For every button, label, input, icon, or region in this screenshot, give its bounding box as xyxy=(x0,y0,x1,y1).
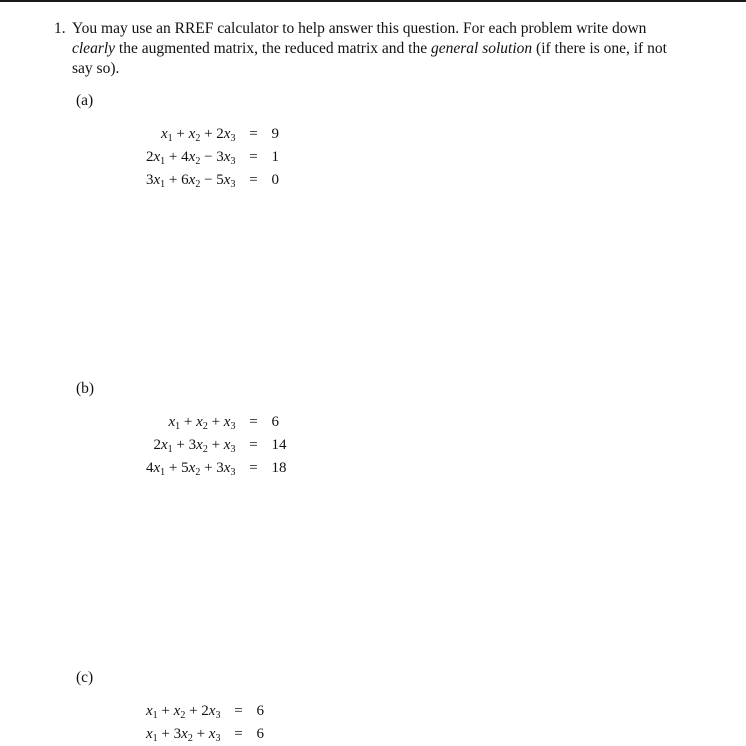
coefficient: 2 xyxy=(201,703,209,719)
operator: + xyxy=(189,703,198,719)
variable: x xyxy=(223,149,231,165)
part-b-label: (b) xyxy=(76,380,95,397)
equals-sign: = xyxy=(234,726,243,742)
question-text xyxy=(72,19,674,79)
coefficient: 3 xyxy=(173,726,182,742)
variable: x xyxy=(223,172,231,188)
subscript: 1 xyxy=(160,156,166,167)
variable: x xyxy=(181,726,188,742)
equals-sign: = xyxy=(249,149,258,165)
coefficient: 3 xyxy=(216,460,224,476)
equation-rhs: 1 xyxy=(271,149,279,165)
equals-sign: = xyxy=(234,703,243,719)
equation-row xyxy=(146,457,286,480)
subscript: 2 xyxy=(202,444,208,455)
subscript: 3 xyxy=(215,710,221,721)
operator: + xyxy=(168,149,178,165)
subscript: 2 xyxy=(202,421,208,432)
subscript: 1 xyxy=(152,710,158,721)
variable: x xyxy=(173,703,181,719)
equation-row xyxy=(146,123,279,146)
equation-row xyxy=(146,434,286,457)
equation-lhs xyxy=(146,169,235,192)
subscript: 1 xyxy=(167,444,173,455)
question-number: 1. xyxy=(54,20,66,37)
coefficient: 3 xyxy=(146,172,154,188)
equation-rhs: 6 xyxy=(256,726,264,742)
variable: x xyxy=(208,726,216,742)
coefficient: 2 xyxy=(146,149,154,165)
emphasis-clearly: clearly xyxy=(72,40,116,57)
operator: + xyxy=(176,126,185,142)
variable: x xyxy=(146,703,153,719)
subscript: 1 xyxy=(160,467,166,478)
variable: x xyxy=(188,126,196,142)
variable: x xyxy=(188,149,196,165)
variable: x xyxy=(153,149,161,165)
question-text-part-2: the augmented matrix, the reduced matrix and the xyxy=(115,40,431,57)
subscript: 1 xyxy=(152,733,158,744)
operator: + xyxy=(211,437,221,453)
operator: − xyxy=(204,149,213,165)
variable: x xyxy=(161,126,168,142)
operator: + xyxy=(168,172,178,188)
coefficient: 3 xyxy=(216,149,224,165)
subscript: 3 xyxy=(230,421,236,432)
variable: x xyxy=(196,437,203,453)
subscript: 3 xyxy=(230,156,236,167)
variable: x xyxy=(161,437,168,453)
coefficient: 3 xyxy=(188,437,197,453)
variable: x xyxy=(223,414,231,430)
variable: x xyxy=(188,460,196,476)
coefficient: 5 xyxy=(181,460,189,476)
coefficient: 4 xyxy=(181,149,189,165)
variable: x xyxy=(153,172,161,188)
operator: + xyxy=(211,414,221,430)
subscript: 1 xyxy=(160,179,166,190)
operator: + xyxy=(183,414,193,430)
variable: x xyxy=(153,460,161,476)
equation-row xyxy=(146,411,286,434)
equals-sign: = xyxy=(249,460,258,476)
equation-rhs: 6 xyxy=(271,414,279,430)
equation-rhs: 9 xyxy=(271,126,279,142)
question-1 xyxy=(54,19,674,79)
subscript: 2 xyxy=(180,710,186,721)
variable: x xyxy=(168,414,176,430)
subscript: 1 xyxy=(167,133,173,144)
equation-rhs: 18 xyxy=(271,460,287,476)
part-a-label: (a) xyxy=(76,92,94,109)
coefficient: 4 xyxy=(146,460,154,476)
coefficient: 6 xyxy=(181,172,189,188)
coefficient: 2 xyxy=(153,437,161,453)
equation-system-b xyxy=(146,411,286,480)
variable: x xyxy=(223,460,231,476)
equation-system-a xyxy=(146,123,279,192)
coefficient: 2 xyxy=(216,126,224,142)
equals-sign: = xyxy=(249,172,258,188)
equation-lhs xyxy=(146,123,235,146)
operator: + xyxy=(196,726,206,742)
operator: + xyxy=(176,437,185,453)
operator: + xyxy=(204,460,213,476)
equation-lhs xyxy=(146,146,235,169)
subscript: 2 xyxy=(195,467,201,478)
operator: + xyxy=(161,726,170,742)
emphasis-general-solution: general solution xyxy=(430,40,533,57)
subscript: 3 xyxy=(215,733,221,744)
equation-system-c xyxy=(146,700,264,746)
equals-sign: = xyxy=(249,126,258,142)
equation-lhs xyxy=(146,411,235,434)
operator: + xyxy=(204,126,213,142)
variable: x xyxy=(196,414,203,430)
equals-sign: = xyxy=(249,437,258,453)
subscript: 3 xyxy=(230,133,236,144)
equation-row xyxy=(146,146,279,169)
equation-rhs: 0 xyxy=(271,172,279,188)
operator: − xyxy=(204,172,213,188)
variable: x xyxy=(146,726,153,742)
subscript: 1 xyxy=(175,421,181,432)
subscript: 2 xyxy=(187,733,193,744)
top-rule xyxy=(0,0,746,2)
equals-sign: = xyxy=(249,414,258,430)
equation-row xyxy=(146,700,264,723)
equation-lhs xyxy=(146,700,220,723)
variable: x xyxy=(223,437,231,453)
equation-lhs xyxy=(146,434,235,457)
coefficient: 5 xyxy=(216,172,224,188)
equation-lhs xyxy=(146,457,235,480)
subscript: 3 xyxy=(230,467,236,478)
question-text-part-1: You may use an RREF calculator to help answer this question. For each problem write down xyxy=(72,20,647,37)
variable: x xyxy=(223,126,231,142)
subscript: 3 xyxy=(230,179,236,190)
question-text-part-3: (if there is one, if not say so). xyxy=(72,40,667,77)
subscript: 3 xyxy=(230,444,236,455)
subscript: 2 xyxy=(195,133,201,144)
variable: x xyxy=(208,703,216,719)
equation-rhs: 14 xyxy=(271,437,287,453)
subscript: 2 xyxy=(195,179,201,190)
equation-row xyxy=(146,169,279,192)
subscript: 2 xyxy=(195,156,201,167)
operator: + xyxy=(161,703,170,719)
operator: + xyxy=(168,460,178,476)
equation-rhs: 6 xyxy=(256,703,264,719)
variable: x xyxy=(188,172,196,188)
part-c-label: (c) xyxy=(76,669,94,686)
